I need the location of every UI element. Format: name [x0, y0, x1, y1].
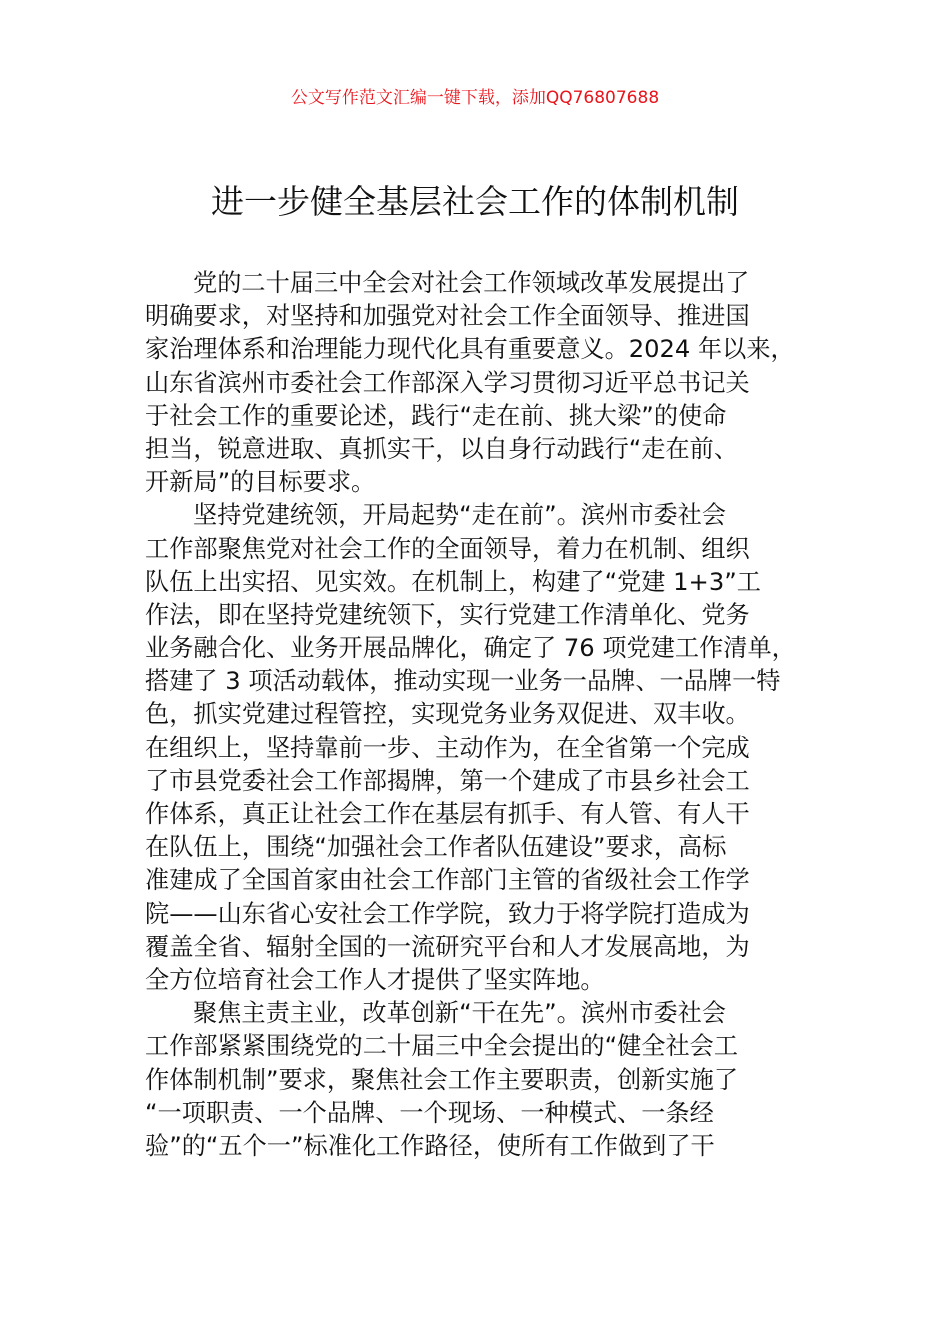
body-line: 业务融合化、业务开展品牌化，确定了 76 项党建工作清单，	[145, 634, 796, 663]
page-title: 进一步健全基层社会工作的体制机制	[211, 182, 739, 221]
body-line: 色，抓实党建过程管控，实现党务业务双促进、双丰收。	[145, 700, 750, 729]
body-line: 担当，锐意进取、真抓实干，以自身行动践行“走在前、	[145, 434, 739, 463]
body-line: 作法，即在坚持党建统领下，实行党建工作清单化、党务	[145, 600, 750, 629]
body-line: 工作部聚焦党对社会工作的全面领导，着力在机制、组织	[145, 534, 750, 563]
body-line: 了市县党委社会工作部揭牌，第一个建成了市县乡社会工	[145, 766, 750, 795]
body-line: 搭建了 3 项活动载体，推动实现一业务一品牌、一品牌一特	[145, 667, 781, 696]
body-line: 工作部紧紧围绕党的二十届三中全会提出的“健全社会工	[145, 1032, 739, 1061]
body-line: 坚持党建统领，开局起势“走在前”。滨州市委社会	[193, 501, 727, 530]
body-line: 党的二十届三中全会对社会工作领域改革发展提出了	[193, 269, 750, 297]
body-line: 验”的“五个一”标准化工作路径，使所有工作做到了干	[145, 1131, 715, 1160]
body-line: 开新局”的目标要求。	[145, 468, 376, 497]
body-line: “一项职责、一个品牌、一个现场、一种模式、一条经	[145, 1098, 714, 1127]
body-line: 在组织上，坚持靠前一步、主动作为，在全省第一个完成	[145, 733, 750, 762]
body-line: 作体系，真正让社会工作在基层有抓手、有人管、有人干	[145, 800, 750, 828]
body-line: 队伍上出实招、见实效。在机制上，构建了“党建 1+3”工	[145, 567, 761, 596]
body-line: 准建成了全国首家由社会工作部门主管的省级社会工作学	[145, 866, 750, 895]
body-line: 全方位培育社会工作人才提供了坚实阵地。	[145, 965, 605, 994]
body-line: 聚焦主责主业，改革创新“干在先”。滨州市委社会	[193, 999, 727, 1028]
body-line: 家治理体系和治理能力现代化具有重要意义。2024 年以来，	[145, 335, 795, 364]
body-line: 明确要求，对坚持和加强党对社会工作全面领导、推进国	[145, 302, 750, 331]
download-notice: 公文写作范文汇编一键下载，添加QQ76807688	[290, 88, 660, 108]
article-body	[145, 267, 815, 1163]
body-line: 覆盖全省、辐射全国的一流研究平台和人才发展高地，为	[145, 932, 750, 961]
body-line: 作体制机制”要求，聚焦社会工作主要职责，创新实施了	[145, 1065, 739, 1094]
body-line: 山东省滨州市委社会工作部深入学习贯彻习近平总书记关	[145, 368, 750, 397]
body-line: 在队伍上，围绕“加强社会工作者队伍建设”要求，高标	[145, 833, 727, 862]
body-line: 于社会工作的重要论述，践行“走在前、挑大梁”的使命	[145, 401, 727, 430]
body-line: 院——山东省心安社会工作学院，致力于将学院打造成为	[145, 899, 750, 928]
